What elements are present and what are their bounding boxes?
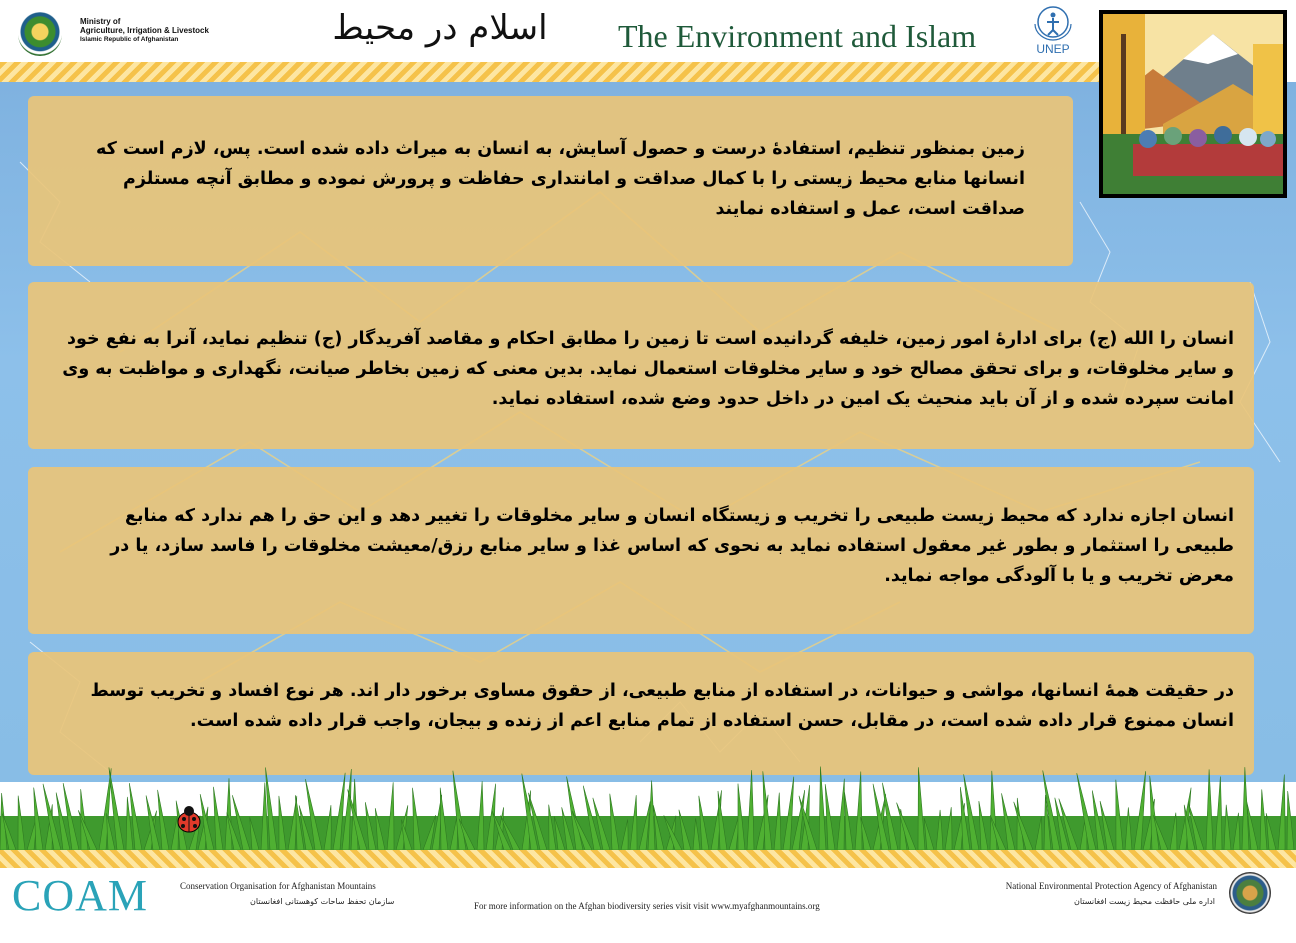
coam-logo: COAM bbox=[12, 871, 149, 920]
grass-blade bbox=[837, 779, 844, 850]
ministry-line-1: Ministry of bbox=[80, 17, 121, 26]
bottom-border-stripe bbox=[0, 850, 1296, 868]
page-title-english: The Environment and Islam bbox=[618, 18, 977, 54]
coam-organisation-name-dari: سازمان تحفظ ساحات کوهستانی افغانستان bbox=[250, 897, 395, 906]
grass-blade bbox=[477, 781, 484, 850]
more-info-link[interactable]: For more information on the Afghan biodiversity series visit visit www.myafghanmountains.org bbox=[474, 901, 820, 911]
grass-blade bbox=[918, 767, 925, 850]
page-title-dari: اسلام در محیط bbox=[332, 8, 548, 48]
nepa-emblem-icon bbox=[1229, 872, 1271, 914]
grass-blade bbox=[747, 770, 754, 850]
coam-organisation-name: Conservation Organisation for Afghanistan Mountains bbox=[180, 881, 376, 891]
grass-blade bbox=[1215, 777, 1222, 850]
ministry-name bbox=[80, 17, 209, 44]
text-panel-3 bbox=[28, 467, 1254, 634]
ministry-line-3: Islamic Republic of Afghanistan bbox=[80, 36, 179, 43]
grass-blade bbox=[1116, 780, 1123, 850]
panel-text-1: زمین بمنظور تنظیم، استفادۀ درست و حصول آسایش، به انسان به میراث داده شده است. پس، لازم است که انسانها منابع محیط زیستی را با کمال صداقت و امانتداری حفاظت و پرورش نموده و مطابق آنچه مستلزم صداقت است، عمل و استفاده نمایند bbox=[96, 139, 1025, 219]
grass-blade bbox=[855, 771, 862, 850]
unep-logo bbox=[1027, 4, 1079, 60]
text-panel-1 bbox=[28, 96, 1073, 266]
grass-blade bbox=[1278, 775, 1285, 850]
panel-text-4: در حقیقت همۀ انسانها، مواشی و حیوانات، در استفاده از منابع طبیعی، از حقوق مساوی برخور دار اند. هر نوع افساد و تخریب توسط انسان ممنوع قرار داده شده است، در مقابل، حسن استفاده از تمام منابع اعم از زنده و بیجان، واجب قرار داده شده است. bbox=[90, 681, 1234, 731]
top-border-stripe bbox=[0, 62, 1100, 82]
footer bbox=[0, 868, 1296, 943]
landscape-painting bbox=[1099, 10, 1287, 198]
ministry-line-2: Agriculture, Irrigation & Livestock bbox=[80, 26, 209, 35]
panel-text-3: انسان اجازه ندارد که محیط زیست طبیعی را تخریب و زیستگاه انسان و سایر مخلوقات را تغییر دهد و این حق را هم ندارد که منابع طبیعی را استثمار و بطور غیر معقول استفاده نماید به نحوی که اساس غذا و سایر منابع رزق/معیشت مخلوقات را فاسد سازد، یا در معرض تخریب و یا با آلودگی مواجه نماید. bbox=[110, 506, 1234, 586]
ladybug-icon bbox=[172, 802, 206, 836]
text-panel-2 bbox=[28, 282, 1254, 449]
unep-emblem-icon bbox=[1027, 4, 1079, 44]
grass-blade bbox=[1206, 769, 1213, 850]
panel-text-2: انسان را الله (ج) برای ادارۀ امور زمین، خلیفه گردانیده است تا زمین را مطابق احکام و مقاصد آفریدگار (ج) تنظیم نماید، آنرا به نفع خود و سایر مخلوقات، و برای تحقق مصالح خود و سایر مخلوقات استعمال نماید. بدین معنی که زمین بخاطر صیانت، نگهداری و مواظبت به وی امانت سپرده شده و از آن باید منحیث یک امین در داخل حدود وضع شده، استفاده نماید. bbox=[62, 329, 1234, 409]
grass-blade bbox=[819, 766, 826, 850]
grass-blade bbox=[225, 778, 232, 850]
landscape-illustration-icon bbox=[1103, 14, 1283, 194]
unep-label: UNEP bbox=[1036, 42, 1070, 56]
nepa-organisation-name: National Environmental Protection Agency of Afghanistan bbox=[1005, 881, 1217, 891]
ministry-emblem-icon bbox=[18, 12, 62, 56]
text-panel-4 bbox=[28, 652, 1254, 775]
nepa-organisation-name-dari: اداره ملی حافظت محیط زیست افغانستان bbox=[1074, 897, 1215, 906]
